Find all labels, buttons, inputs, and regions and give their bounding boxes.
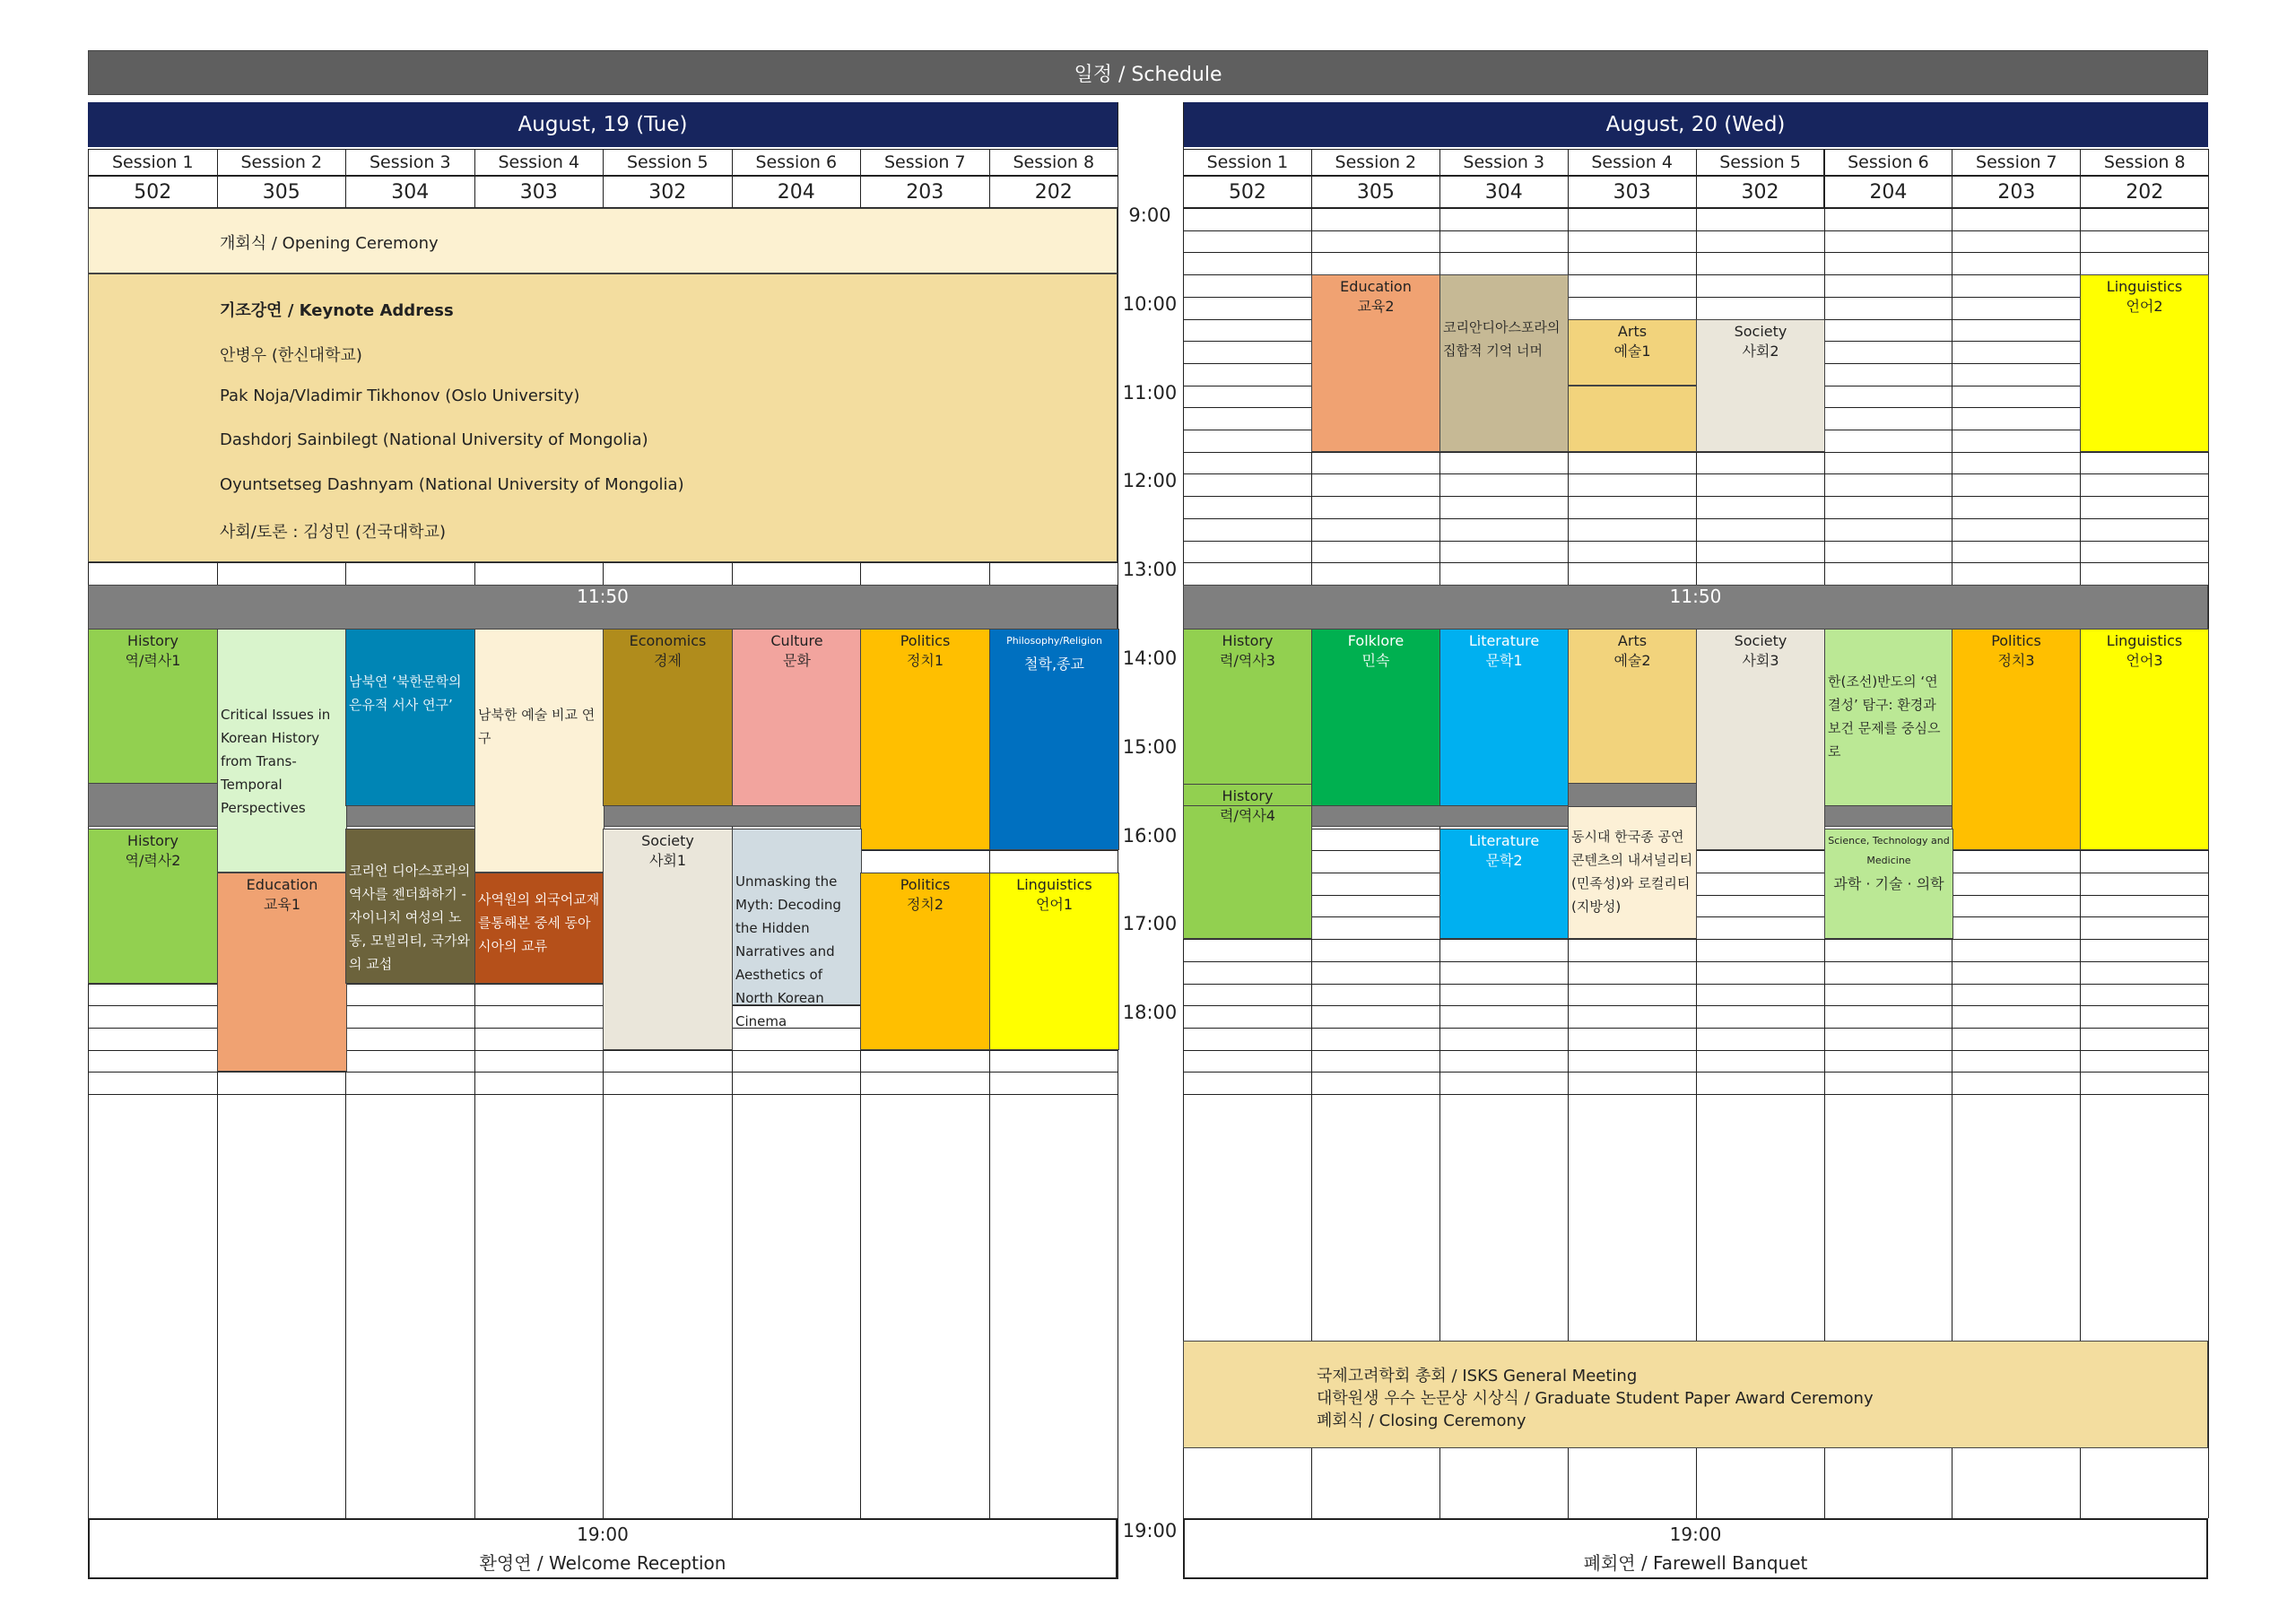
session-header: Session 6 [732, 149, 862, 176]
keynote-address [88, 274, 1118, 562]
session-field-en: Politics [900, 876, 951, 893]
session-block[interactable] [1824, 629, 1953, 806]
session-field-ko: 경제 [654, 652, 682, 669]
time-label: 19:00 [1122, 1520, 1178, 1541]
closing-ceremony [1183, 1341, 2208, 1448]
session-block[interactable] [1311, 274, 1440, 452]
session-block[interactable] [860, 873, 990, 1050]
session-block[interactable] [732, 829, 862, 1029]
session-field-en: Folklore [1347, 632, 1405, 649]
room-number: 202 [2080, 176, 2209, 208]
keynote-title: 기조강연 / Keynote Address [220, 301, 454, 320]
session-header: Session 4 [1568, 149, 1697, 176]
session-field-ko: 력/역사4 [1220, 807, 1275, 824]
closing-line: 대학원생 우수 논문상 시상식 / Graduate Student Paper Award Ceremony [1317, 1389, 1874, 1408]
session-field-ko: 역/력사2 [125, 852, 181, 869]
room-number: 304 [1439, 176, 1569, 208]
time-label: 15:00 [1122, 735, 1178, 758]
session-block[interactable] [1696, 319, 1825, 452]
session-block[interactable] [1568, 629, 1697, 784]
closing-line: 폐회식 / Closing Ceremony [1317, 1411, 1526, 1430]
session-field-ko: 문학2 [1485, 852, 1523, 869]
time-label: 9:00 [1128, 204, 1171, 226]
room-number: 303 [1568, 176, 1697, 208]
keynote-speaker: 안병우 (한신대학교) [220, 346, 362, 365]
session-header: Session 7 [1952, 149, 2081, 176]
session-field-ko: 과학 · 기술 · 의학 [1833, 875, 1944, 892]
session-block[interactable] [603, 829, 733, 1050]
session-field-ko: 문학1 [1485, 652, 1523, 669]
session-header: Session 8 [2080, 149, 2209, 176]
session-field-en: Arts [1617, 323, 1648, 340]
session-field-en: Culture [770, 632, 823, 649]
session-block[interactable] [1439, 274, 1569, 452]
room-number: 302 [1696, 176, 1825, 208]
session-field-en: Politics [900, 632, 951, 649]
session-field-ko: 력/역사3 [1220, 652, 1275, 669]
room-number: 502 [1183, 176, 1312, 208]
session-block[interactable] [603, 629, 733, 806]
session-title: 남북한 예술 비교 연구 [478, 707, 596, 746]
session-field-ko: 언어1 [1035, 896, 1074, 913]
time-label: 13:00 [1122, 559, 1178, 581]
session-header: Session 2 [1311, 149, 1440, 176]
opening-ceremony-label: 개회식 / Opening Ceremony [220, 234, 439, 253]
session-header: Session 5 [1696, 149, 1825, 176]
session-field-en: History [127, 832, 178, 849]
session-field-en: History [1222, 632, 1274, 649]
session-block[interactable] [88, 629, 218, 784]
session-field-ko: 정치2 [906, 896, 944, 913]
lunch-time: 11:50 [1669, 586, 1722, 607]
session-field-ko: 교육2 [1357, 298, 1395, 315]
session-field-ko: 예술1 [1613, 343, 1651, 360]
time-label: 11:00 [1122, 381, 1178, 404]
session-block[interactable] [345, 629, 475, 806]
session-field-ko: 언어3 [2126, 652, 2163, 669]
session-field-ko: 역/력사1 [125, 652, 181, 669]
session-block[interactable] [1439, 829, 1569, 939]
session-field-ko: 문화 [783, 652, 811, 669]
session-block[interactable] [989, 629, 1119, 850]
session-header: Session 1 [88, 149, 218, 176]
session-title: 사역원의 외국어교재를통해본 중세 동아시아의 교류 [478, 891, 600, 954]
keynote-speaker: Dashdorj Sainbilegt (National University of Mongolia) [220, 430, 648, 449]
room-number: 303 [474, 176, 604, 208]
session-title: Unmasking the Myth: Decoding the Hidden Narratives and Aesthetics of North Korean Cinema [735, 873, 841, 1029]
session-field-ko: 사회1 [648, 852, 687, 869]
session-block[interactable] [1824, 829, 1953, 939]
session-field-ko: 철학,종교 [1024, 656, 1084, 673]
session-block[interactable] [860, 629, 990, 850]
session-field-en: Economics [629, 632, 707, 649]
room-number: 304 [345, 176, 475, 208]
session-field-ko: 정치1 [906, 652, 944, 669]
day2-header: August, 20 (Wed) [1183, 102, 2208, 147]
session-field-en: Politics [1991, 632, 2041, 649]
session-header: Session 2 [217, 149, 347, 176]
session-block[interactable] [1183, 784, 1312, 824]
session-field-en: History [127, 632, 178, 649]
lunch-time: 11:50 [577, 586, 629, 607]
session-field-en: Linguistics [1016, 876, 1092, 893]
room-number: 204 [1824, 176, 1953, 208]
session-header: Session 8 [989, 149, 1119, 176]
session-block[interactable] [1311, 629, 1440, 806]
page-title: 일정 / Schedule [88, 50, 2208, 95]
session-field-ko: 정치3 [1997, 652, 2035, 669]
session-field-en: Linguistics [2106, 278, 2183, 295]
day1-header: August, 19 (Tue) [88, 102, 1118, 147]
session-header: Session 4 [474, 149, 604, 176]
session-block[interactable] [1696, 629, 1825, 850]
session-block[interactable] [474, 629, 604, 873]
session-block[interactable] [2080, 274, 2209, 452]
room-number: 302 [603, 176, 733, 208]
farewell-banquet [1183, 1518, 2208, 1579]
time-label: 18:00 [1122, 1002, 1178, 1024]
session-header: Session 6 [1824, 149, 1953, 176]
time-label: 17:00 [1122, 913, 1178, 935]
time-label: 16:00 [1122, 824, 1178, 847]
keynote-moderator: 사회/토론 : 김성민 (건국대학교) [220, 523, 446, 542]
time-label: 14:00 [1122, 647, 1178, 669]
session-title: 코리안디아스포라의 집합적 기억 너머 [1443, 319, 1561, 359]
room-number: 305 [1311, 176, 1440, 208]
room-number: 203 [1952, 176, 2081, 208]
session-block[interactable] [1952, 629, 2081, 850]
time-label: 10:00 [1122, 292, 1178, 315]
session-block[interactable] [732, 629, 862, 806]
session-field-ko: 사회2 [1742, 343, 1779, 360]
session-block[interactable] [217, 873, 347, 1072]
session-field-en: Linguistics [2106, 632, 2183, 649]
room-number: 202 [989, 176, 1119, 208]
session-block[interactable] [1439, 629, 1569, 806]
session-field-en: Literature [1468, 632, 1540, 649]
evening-time: 19:00 [1669, 1524, 1722, 1545]
session-field-en: Arts [1617, 632, 1648, 649]
time-label: 12:00 [1122, 470, 1178, 492]
session-header: Session 3 [1439, 149, 1569, 176]
session-header: Session 1 [1183, 149, 1312, 176]
keynote-speaker: Oyuntsetseg Dashnyam (National University of Mongolia) [220, 475, 684, 494]
session-title: 코리언 디아스포라의 역사를 젠더화하기 - 자이니치 여성의 노동, 모빌리티, 국가와의 교섭 [349, 862, 471, 972]
session-field-en: Society [1734, 632, 1787, 649]
session-field-ko: 사회3 [1742, 652, 1779, 669]
room-number: 502 [88, 176, 218, 208]
session-field-en: History [1222, 787, 1274, 804]
session-block[interactable] [1568, 319, 1697, 386]
evening-time: 19:00 [577, 1524, 629, 1545]
keynote-speaker: Pak Noja/Vladimir Tikhonov (Oslo University) [220, 386, 580, 405]
session-header: Session 7 [860, 149, 990, 176]
session-field-en: Science, Technology and Medicine [1828, 835, 1950, 866]
room-number: 305 [217, 176, 347, 208]
session-field-ko: 언어2 [2126, 298, 2163, 315]
session-block[interactable] [88, 829, 218, 984]
session-block[interactable] [1568, 806, 1697, 939]
session-field-en: Literature [1468, 832, 1540, 849]
session-block[interactable] [2080, 629, 2209, 850]
session-title: 동시대 한국종 공연 콘텐츠의 내셔널리티(민족성)와 로컬리티(지방성) [1571, 829, 1693, 915]
session-field-en: Society [641, 832, 694, 849]
session-field-en: Education [246, 876, 318, 893]
evening-label: 환영연 / Welcome Reception [479, 1552, 726, 1574]
session-field-ko: 민속 [1361, 652, 1390, 669]
closing-line: 국제고려학회 총회 / ISKS General Meeting [1317, 1367, 1638, 1385]
session-block[interactable] [217, 629, 347, 873]
opening-ceremony [88, 208, 1118, 274]
session-block[interactable] [345, 829, 475, 984]
session-header: Session 5 [603, 149, 733, 176]
session-block-continued[interactable] [1568, 386, 1697, 452]
session-header: Session 3 [345, 149, 475, 176]
room-number: 203 [860, 176, 990, 208]
session-field-en: Philosophy/Religion [1006, 635, 1102, 647]
session-field-ko: 예술2 [1613, 652, 1651, 669]
session-field-ko: 교육1 [263, 896, 301, 913]
session-block[interactable] [989, 873, 1119, 1050]
room-number: 204 [732, 176, 862, 208]
evening-label: 폐회연 / Farewell Banquet [1583, 1552, 1808, 1574]
session-field-en: Education [1340, 278, 1412, 295]
session-title: 한(조선)반도의 ‘연결성’ 탐구: 환경과 보건 문제를 중심으로 [1828, 673, 1941, 760]
session-title: Critical Issues in Korean History from Trans-Temporal Perspectives [221, 707, 331, 816]
welcome-reception [88, 1518, 1118, 1579]
session-field-en: Society [1734, 323, 1787, 340]
session-title: 남북연 ‘북한문학의 은유적 서사 연구’ [349, 673, 462, 713]
session-block[interactable] [474, 873, 604, 984]
